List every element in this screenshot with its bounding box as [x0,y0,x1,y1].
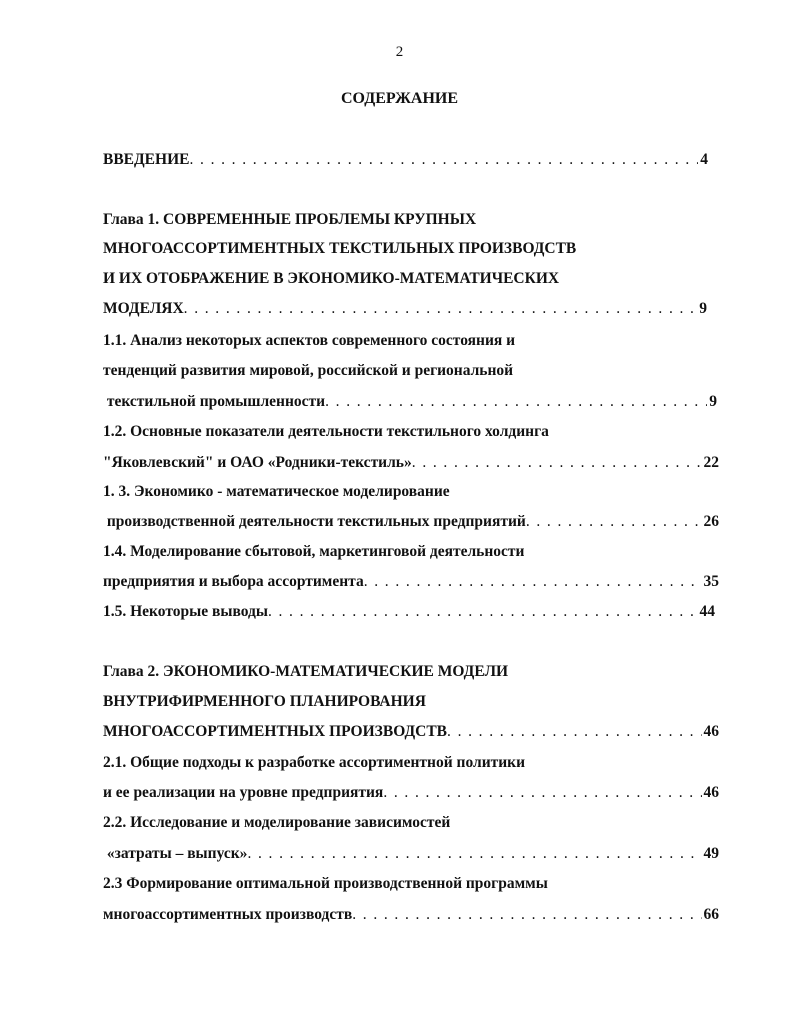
toc-page-number: 26 [703,513,719,530]
toc-entry-1-5[interactable] [103,601,715,623]
leader-dots [383,782,701,804]
toc-entry-last-line [103,904,719,926]
toc-page-number: 9 [709,393,717,410]
toc-entry-text: МНОГОАССОРТИМЕНТНЫХ ПРОИЗВОДСТВ [103,723,448,740]
leader-dots [447,721,701,743]
toc-entry-text: производственной деятельности текстильных предприятий [103,513,526,530]
toc-entry-line: Глава 1. СОВРЕМЕННЫЕ ПРОБЛЕМЫ КРУПНЫХ [103,211,477,228]
toc-entry-text: "Яковлевский" и ОАО «Родники-текстиль» [103,454,412,471]
toc-page-number: 22 [703,454,719,471]
toc-entry-line: ВНУТРИФИРМЕННОГО ПЛАНИРОВАНИЯ [103,693,426,710]
toc-entry-text: ВВЕДЕНИЕ [103,151,190,168]
toc-entry-last-line [103,298,707,320]
leader-dots [268,601,698,623]
toc-title: СОДЕРЖАНИЕ [340,90,459,107]
toc-entry-last-line [103,721,719,743]
toc-entry-line: 2.3 Формирование оптимальной производственной программы [103,875,548,892]
toc-page-number: 46 [703,723,719,740]
toc-entry-introduction[interactable] [103,149,708,171]
toc-page-number: 66 [703,906,719,923]
toc-entry-line: 1. 3. Экономико - математическое моделирование [103,483,450,500]
toc-entry-line: 1.1. Анализ некоторых аспектов современного состояния и [103,332,516,349]
toc-entry-line: 2.2. Исследование и моделирование зависимостей [103,814,451,831]
page-number: 2 [395,44,404,60]
toc-entry-last-line [103,782,719,804]
leader-dots [412,452,702,474]
leader-dots [364,571,702,593]
leader-dots [189,149,698,171]
toc-entry-text: предприятия и выбора ассортимента [103,573,364,590]
toc-entry-line: 2.1. Общие подходы к разработке ассортиментной политики [103,754,526,771]
toc-entry-text: текстильной промышленности [103,393,326,410]
toc-page-number: 4 [700,151,708,168]
toc-page-number: 35 [703,573,719,590]
leader-dots [526,511,702,533]
toc-entry-text: МОДЕЛЯХ [103,300,184,317]
toc-page-number: 9 [699,300,707,317]
toc-entry-text: и ее реализации на уровне предприятия [103,784,384,801]
toc-entry-last-line [103,452,719,474]
toc-page-number: 44 [699,603,715,620]
toc-entry-line: тенденций развития мировой, российской и региональной [103,362,514,379]
toc-entry-line: 1.4. Моделирование сбытовой, маркетинговой деятельности [103,543,525,560]
toc-entry-last-line [103,511,719,533]
toc-entry-line: Глава 2. ЭКОНОМИКО-МАТЕМАТИЧЕСКИЕ МОДЕЛИ [103,663,509,680]
leader-dots [184,298,698,320]
toc-entry-text: «затраты – выпуск» [103,845,248,862]
leader-dots [325,391,707,413]
toc-page-number: 49 [703,845,719,862]
toc-entry-last-line [103,843,719,865]
toc-entry-line: 1.2. Основные показатели деятельности текстильного холдинга [103,423,549,440]
toc-entry-line: МНОГОАССОРТИМЕНТНЫХ ТЕКСТИЛЬНЫХ ПРОИЗВОДСТВ [103,240,577,257]
toc-entry-text: 1.5. Некоторые выводы [103,603,268,620]
toc-entry-line: И ИХ ОТОБРАЖЕНИЕ В ЭКОНОМИКО-МАТЕМАТИЧЕСКИХ [103,270,560,287]
toc-page-number: 46 [703,784,719,801]
toc-entry-text: многоассортиментных производств [103,906,353,923]
toc-entry-last-line [103,391,717,413]
toc-entry-last-line [103,571,719,593]
leader-dots [247,843,701,865]
leader-dots [352,904,701,926]
